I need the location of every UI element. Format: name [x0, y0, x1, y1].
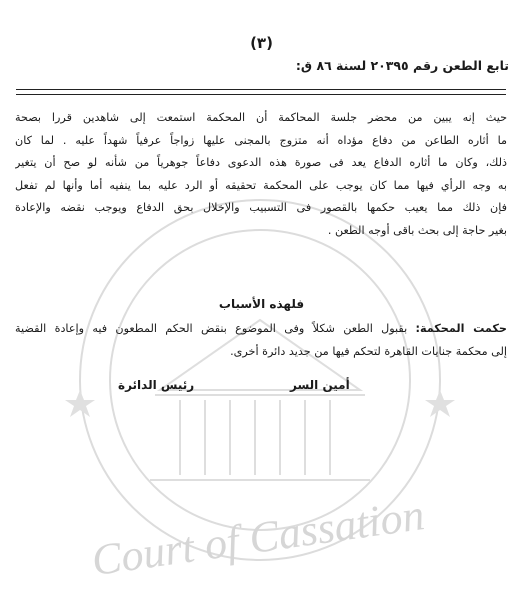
body-line: به وجه الرأي فيها مما كان يوجب على المحكمة تحقيقه أو الرد عليه بما ينفيه أما وأنها لم تفعل: [15, 178, 507, 192]
body-line: حيث إنه يبين من محضر جلسة المحاكمة أن المحكمة استمعت إلى شاهدين قررا بصحة: [15, 111, 507, 124]
body-line: فإن ذلك مما يعيب حكمها بالقصور فى التسبيب والإخلال بحق الدفاع ويوجب نقضه والإعادة: [15, 201, 507, 214]
header-rule-bottom: [16, 94, 506, 95]
circuit-head-signature-label: رئيس الدائرة: [118, 378, 195, 392]
judgment-line: [15, 318, 507, 341]
header-rule-top: [16, 89, 506, 90]
case-header: تابع الطعن رقم ٢٠٣٩٥ لسنة ٨٦ ق:: [295, 58, 509, 73]
section-heading: فلهذه الأسباب: [218, 297, 305, 311]
body-line: ما أثاره الطاعن من دفاع مؤداه أنه متزوج بالمجنى عليها زواجاً عرفياً شهداً عليه . لما كان: [15, 133, 507, 147]
body-line: ذلك، وكان ما أثاره الدفاع يعد فى صورة هذه الدعوى دفاعاً جوهرياً من شأنه لو صح أن يتغير: [15, 156, 507, 169]
judgment-text: بقبول الطعن شكلاً وفى الموضوع بنقض الحكم المطعون فيه وإعادة القضية: [15, 322, 416, 335]
secretary-signature-label: أمين السر: [290, 378, 350, 392]
watermark-text: Court of Cassation: [88, 490, 428, 586]
judgment-line: إلى محكمة جنايات القاهرة لتحكم فيها من جديد دائرة أخرى.: [230, 344, 507, 358]
court-of-cassation-seal-watermark: [40, 190, 480, 590]
judgment-paragraph: [15, 318, 507, 363]
body-paragraph: [15, 107, 507, 242]
body-line: بغير حاجة إلى بحث باقى أوجه الطعن .: [327, 223, 507, 237]
judgment-label: حكمت المحكمة:: [415, 322, 507, 335]
page-number: (٣): [250, 34, 273, 52]
